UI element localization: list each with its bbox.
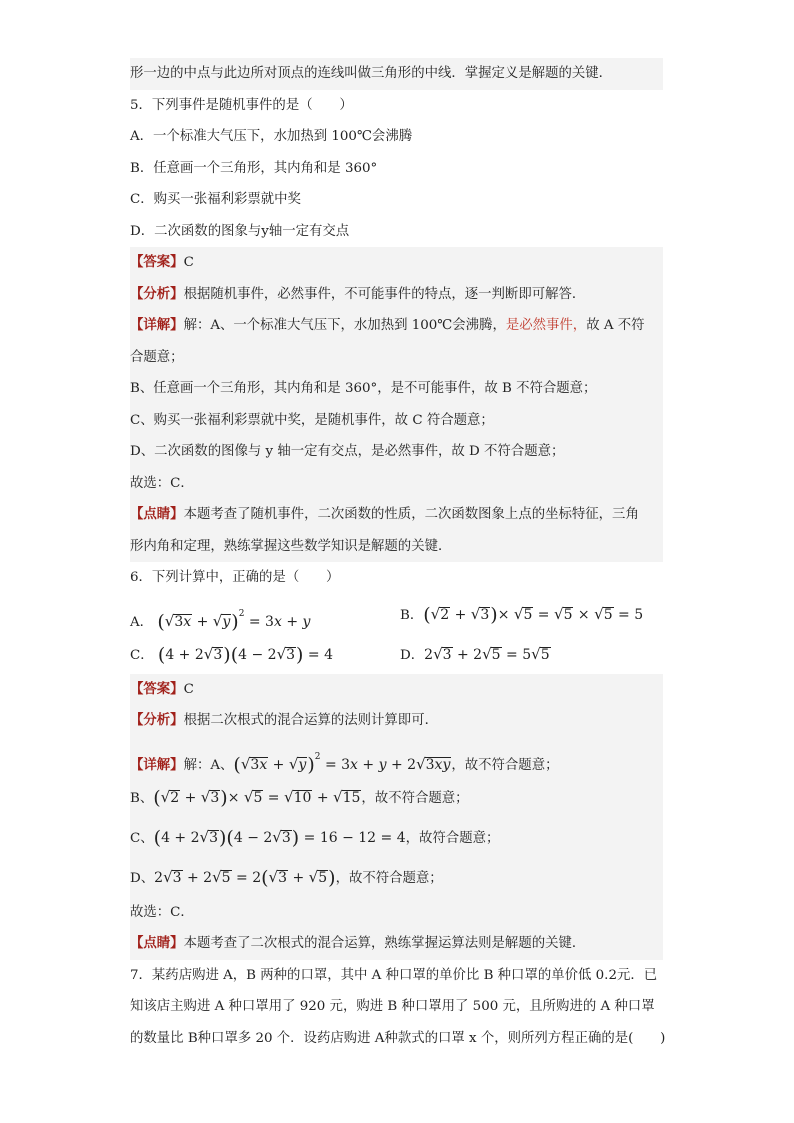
q6-detail-a	[130, 737, 663, 777]
detail-c-suffix: ，故符合题意；	[405, 830, 500, 846]
q6-option-a-label: A．	[130, 614, 154, 630]
q7-line-1: 7．某药店购进 A，B 两种的口罩，其中 A 种口罩的单价比 B 种口罩的单价低 0.2元．已	[130, 967, 658, 983]
q6-detail-c	[130, 817, 663, 857]
answer-value: C	[183, 255, 194, 270]
q5-detail-d: D、二次函数的图像与 y 轴一定有交点，是必然事件，故 D 不符合题意；	[130, 444, 565, 459]
detail-a-highlight: 是必然事件，	[505, 318, 587, 333]
q5-detail-a-cont: 合题意；	[130, 349, 184, 365]
detail-d-prefix: D、	[130, 870, 155, 886]
detail-a-end: 故 A 不符	[586, 318, 645, 333]
q6-option-d-label: D．	[400, 647, 425, 663]
q6-option-c-label: C．	[130, 647, 154, 663]
q6-options-row-2	[130, 634, 663, 674]
q5-stem: 5．下列事件是随机事件的是（ ）	[130, 97, 353, 113]
analysis-text: 根据随机事件，必然事件，不可能事件的特点，逐一判断即可解答．	[183, 286, 586, 302]
q5-analysis	[130, 279, 663, 311]
q6-comment	[130, 928, 663, 960]
q6-solution	[130, 674, 663, 960]
detail-c-prefix: C、	[130, 830, 154, 846]
q6-option-d	[400, 634, 551, 676]
detail-b-prefix: B、	[130, 790, 154, 806]
answer-tag: 【答案】	[130, 254, 184, 270]
q6-answer	[130, 674, 663, 706]
answer-tag: 【答案】	[130, 680, 184, 697]
detail-a-prefix: 解：A、一个标准大气压下，水加热到 100℃会沸腾，	[183, 318, 506, 333]
q5-comment-1	[130, 499, 663, 531]
q5-solution	[130, 247, 663, 562]
q5-detail-c: C、购买一张福利彩票就中奖，是随机事件，故 C 符合题意；	[130, 412, 494, 428]
detail-c-formula: (4 + 2√3)(4 − 2√3) = 16 − 12 = 4	[153, 826, 406, 849]
q5-option-a: A．一个标准大气压下，水加热到 100℃会沸腾	[130, 129, 413, 144]
q5-answer	[130, 247, 663, 279]
q5-choose: 故选：C．	[130, 475, 194, 491]
q6-analysis	[130, 705, 663, 737]
detail-tag: 【详解】	[130, 756, 184, 773]
q5-option-c: C．购买一张福利彩票就中奖	[130, 192, 301, 207]
q6-option-b	[400, 594, 643, 636]
comment-text: 本题考查了随机事件，二次函数的性质，二次函数图象上点的坐标特征，三角	[183, 507, 639, 522]
q6-detail-b	[130, 777, 663, 817]
comment-text: 本题考查了二次根式的混合运算，熟练掌握运算法则是解题的关键．	[183, 936, 586, 951]
analysis-tag: 【分析】	[130, 712, 184, 728]
q7-line-2: 知该店主购进 A 种口罩用了 920 元，购进 B 种口罩用了 500 元，且所购进的 A 种口罩	[130, 999, 655, 1014]
document-page	[130, 58, 666, 1054]
detail-a-formula: $(√3x + √y)^2 = 3x + y + 2√3xy$	[233, 751, 451, 776]
q6-stem: 6．下列计算中，正确的是（ ）	[130, 570, 340, 585]
q6-option-b-label: B．	[400, 607, 424, 623]
q5-detail-b: B、任意画一个三角形，其内角和是 360°，是不可能事件，故 B 不符合题意；	[130, 381, 597, 396]
q5-option-b: B．任意画一个三角形，其内角和是 360°	[130, 160, 378, 176]
analysis-text: 根据二次根式的混合运算的法则计算即可．	[183, 713, 438, 728]
q7-line-3: 的数量比 B种口罩多 20 个．设药店购进 A种款式的口罩 x 个，则所列方程正确的是( )	[130, 1030, 666, 1046]
q5-option-d: D．二次函数的图象与y轴一定有交点	[130, 223, 350, 239]
detail-b-formula: (√2 + √3)× √5 = √10 + √15	[153, 786, 361, 809]
q6-option-a-formula: $(√3x + √y)^2 = 3x + y$	[157, 608, 311, 633]
answer-value: C	[183, 681, 194, 697]
q5-detail-a	[130, 310, 663, 342]
q6-option-b-formula: (√2 + √3)× √5 = √5 × √5 = 5	[423, 603, 644, 626]
analysis-tag: 【分析】	[130, 285, 184, 302]
detail-a-suffix: ，故不符合题意；	[451, 757, 559, 773]
q6-choose: 故选：C．	[130, 904, 194, 920]
q6-option-d-formula: 2√3 + 2√5 = 5√5	[424, 644, 550, 663]
q6-detail-d	[130, 857, 663, 897]
comment-tag: 【点睛】	[130, 506, 184, 522]
q6-options-row-1	[130, 594, 663, 634]
q5-comment-2: 形内角和定理，熟练掌握这些数学知识是解题的关键．	[130, 538, 452, 554]
detail-b-suffix: ，故不符合题意；	[361, 790, 469, 806]
detail-d-suffix: ，故不符合题意；	[335, 870, 443, 886]
q6-option-c-formula: (4 + 2√3)(4 − 2√3) = 4	[157, 643, 334, 666]
detail-d-formula: 2√3 + 2√5 = 2(√3 + √5)	[154, 866, 336, 889]
comment-tag: 【点睛】	[130, 935, 184, 951]
detail-a-prefix: 解：A、	[183, 757, 234, 773]
detail-tag: 【详解】	[130, 317, 184, 333]
intro-tail: 形一边的中点与此边所对顶点的连线叫做三角形的中线．掌握定义是解题的关键．	[130, 58, 663, 90]
